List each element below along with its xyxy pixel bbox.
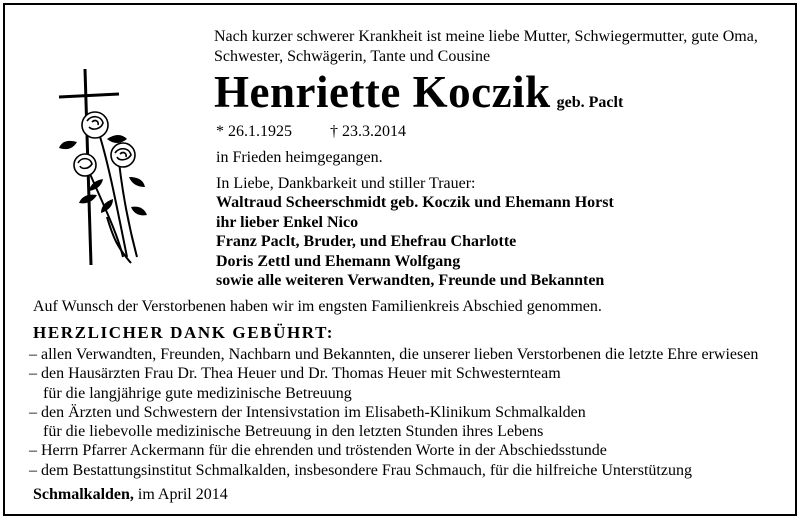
deceased-name: Henriette Koczik xyxy=(214,67,551,117)
thanks-heading: HERZLICHER DANK GEBÜHRT: xyxy=(33,323,335,342)
deceased-name-row xyxy=(214,69,623,115)
thanks-line: – allen Verwandten, Freunden, Nachbarn und Bekannten, die unserer lieben Verstorbenen die letzte Ehre erwiesen xyxy=(29,346,759,363)
thanks-line: – Herrn Pfarrer Ackermann für die ehrenden und tröstenden Worte in der Abschiedsstunde xyxy=(29,442,607,460)
maiden-name: geb. Paclt xyxy=(556,94,624,111)
thanks-line: – dem Bestattungsinstitut Schmalkalden, insbesondere Frau Schmauch, für die hilfreiche Unterstützung xyxy=(29,461,692,479)
thanks-line: für die liebevolle medizinische Betreuung in den letzten Stunden ihres Lebens xyxy=(43,423,544,441)
mourning-intro: In Liebe, Dankbarkeit und stiller Trauer: xyxy=(216,175,476,192)
obituary-notice xyxy=(3,3,797,516)
thanks-list xyxy=(29,345,758,480)
mourner-line: Franz Paclt, Bruder, und Ehefrau Charlotte xyxy=(216,233,517,251)
thanks-line: – den Ärzten und Schwestern der Intensivstation im Elisabeth-Klinikum Schmalkalden xyxy=(29,403,586,421)
birth-date: * 26.1.1925 xyxy=(216,123,292,140)
date-text: im April 2014 xyxy=(133,486,228,503)
intro-line: Nach kurzer schwerer Krankheit ist meine liebe Mutter, Schwiegermutter, gute Oma, xyxy=(214,28,758,45)
intro-text xyxy=(214,27,758,67)
cross-with-roses-icon xyxy=(57,67,157,267)
mourner-line: Doris Zettl und Ehemann Wolfgang xyxy=(216,252,461,270)
thanks-line: – den Hausärzten Frau Dr. Thea Heuer und Dr. Thomas Heuer mit Schwesternteam xyxy=(29,365,561,383)
farewell-note: Auf Wunsch der Verstorbenen haben wir im engsten Familienkreis Abschied genommen. xyxy=(33,298,602,315)
mourner-line: sowie alle weiteren Verwandten, Freunde und Bekannten xyxy=(216,272,605,290)
mourner-line: ihr lieber Enkel Nico xyxy=(216,213,359,231)
place-date xyxy=(33,486,228,504)
death-date: † 23.3.2014 xyxy=(330,123,406,140)
mourners-block xyxy=(216,174,614,290)
place: Schmalkalden, xyxy=(33,486,134,503)
life-dates xyxy=(216,123,406,141)
rest-text: in Frieden heimgegangen. xyxy=(216,149,383,166)
mourner-line: Waltraud Scheerschmidt geb. Koczik und Ehemann Horst xyxy=(216,194,614,212)
thanks-line: für die langjährige gute medizinische Betreuung xyxy=(43,384,352,402)
intro-line: Schwester, Schwägerin, Tante und Cousine xyxy=(214,48,491,65)
